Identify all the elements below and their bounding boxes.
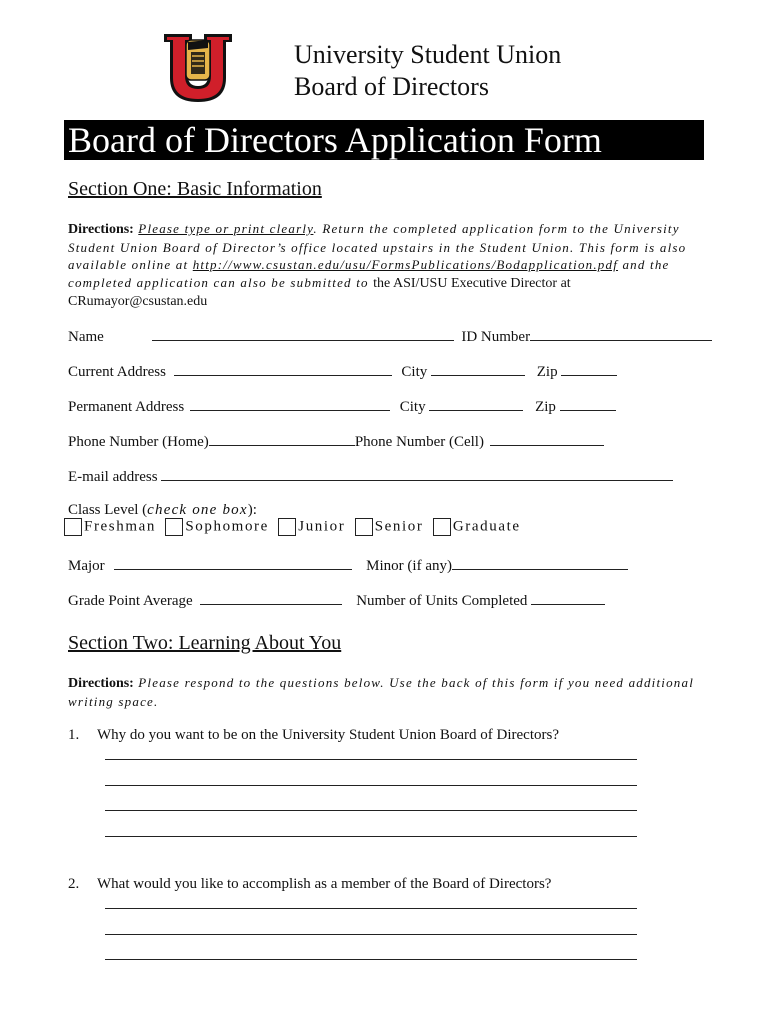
- question-2-answer-line-3[interactable]: [105, 959, 637, 960]
- form-title: Board of Directors Application Form: [64, 120, 704, 160]
- name-label: Name: [68, 329, 104, 345]
- graduate-checkbox[interactable]: [433, 518, 451, 536]
- class-level-label: Class Level (: [68, 502, 148, 518]
- id-number-label: ID Number: [461, 329, 531, 345]
- name-row: [68, 326, 712, 346]
- class-option-senior[interactable]: [355, 518, 424, 536]
- section-one-heading: Section One: Basic Information: [68, 178, 322, 200]
- directions-return-text: . Return the completed application form to the University Student Union Board of Director’s office located upstairs in the Student Union. This form is also available online at: [68, 221, 687, 273]
- freshman-checkbox[interactable]: [64, 518, 82, 536]
- junior-checkbox[interactable]: [278, 518, 296, 536]
- current-address-label: Current Address: [68, 364, 166, 380]
- junior-label: Junior: [298, 518, 346, 535]
- minor-label: Minor (if any): [366, 558, 452, 574]
- phone-home-label: Phone Number (Home): [68, 434, 209, 450]
- question-1-answer-line-3[interactable]: [105, 810, 637, 811]
- section-two-directions: [68, 674, 708, 710]
- section-one-directions: [68, 220, 708, 311]
- email-field[interactable]: [161, 466, 673, 481]
- units-field[interactable]: [531, 590, 605, 605]
- phone-row: [68, 431, 604, 451]
- question-2-text: What would you like to accomplish as a member of the Board of Directors?: [97, 876, 552, 892]
- phone-cell-label: Phone Number (Cell): [354, 434, 484, 450]
- sophomore-label: Sophomore: [185, 518, 269, 535]
- directions-label: Directions:: [68, 222, 134, 237]
- class-level-end: ):: [247, 502, 257, 518]
- directions-executive-contact: the ASI/USU Executive Director at CRumayor@csustan.edu: [68, 275, 571, 310]
- phone-home-field[interactable]: [209, 431, 355, 446]
- class-level-options: [64, 518, 525, 536]
- current-city-field[interactable]: [431, 361, 525, 376]
- class-option-freshman[interactable]: [64, 518, 156, 536]
- directions-respond-text: Please respond to the questions below. Use the back of this form if you need additional writing space.: [68, 675, 695, 709]
- major-row: [68, 555, 628, 575]
- current-address-row: [68, 361, 617, 381]
- permanent-zip-label: Zip: [535, 399, 556, 415]
- question-1: [68, 726, 559, 744]
- question-1-number: 1.: [68, 727, 80, 743]
- phone-cell-field[interactable]: [490, 431, 604, 446]
- permanent-city-field[interactable]: [429, 396, 523, 411]
- question-1-answer-line-1[interactable]: [105, 759, 637, 760]
- org-name-line1: University Student Union: [294, 40, 562, 69]
- class-option-junior[interactable]: [278, 518, 345, 536]
- section-two-heading: Section Two: Learning About You: [68, 632, 342, 654]
- directions-submit-text: and the completed application can also be submitted to: [68, 257, 670, 290]
- permanent-address-row: [68, 396, 616, 416]
- question-2-answer-line-2[interactable]: [105, 934, 637, 935]
- org-name-line2: Board of Directors: [294, 72, 489, 101]
- permanent-city-label: City: [399, 399, 426, 415]
- id-number-field[interactable]: [530, 326, 712, 341]
- question-2-number: 2.: [68, 876, 80, 892]
- university-u-logo-icon: [162, 28, 234, 104]
- permanent-zip-field[interactable]: [560, 396, 616, 411]
- gpa-field[interactable]: [200, 590, 342, 605]
- class-level-row: [68, 501, 257, 519]
- major-label: Major: [68, 558, 105, 574]
- class-option-graduate[interactable]: [433, 518, 521, 536]
- directions-label: Directions:: [68, 676, 134, 691]
- directions-print-clearly: Please type or print clearly: [138, 221, 314, 236]
- class-level-hint: check one box: [147, 502, 248, 518]
- major-field[interactable]: [114, 555, 352, 570]
- gpa-label: Grade Point Average: [68, 593, 193, 609]
- gpa-row: [68, 590, 605, 610]
- units-label: Number of Units Completed: [356, 593, 528, 609]
- freshman-label: Freshman: [84, 518, 156, 535]
- graduate-label: Graduate: [452, 518, 521, 535]
- current-address-field[interactable]: [174, 361, 392, 376]
- name-field[interactable]: [152, 326, 454, 341]
- current-city-label: City: [401, 364, 428, 380]
- application-pdf-link[interactable]: http://www.csustan.edu/usu/FormsPublications/Bodapplication.pdf: [192, 257, 619, 273]
- senior-label: Senior: [374, 518, 424, 535]
- current-zip-field[interactable]: [561, 361, 617, 376]
- question-1-answer-line-4[interactable]: [105, 836, 637, 837]
- email-label: E-mail address: [68, 469, 158, 485]
- minor-field[interactable]: [452, 555, 628, 570]
- question-1-answer-line-2[interactable]: [105, 785, 637, 786]
- question-2-answer-line-1[interactable]: [105, 908, 637, 909]
- permanent-address-label: Permanent Address: [68, 399, 185, 415]
- question-1-text: Why do you want to be on the University Student Union Board of Directors?: [97, 727, 559, 743]
- senior-checkbox[interactable]: [355, 518, 373, 536]
- permanent-address-field[interactable]: [190, 396, 390, 411]
- current-zip-label: Zip: [536, 364, 558, 380]
- sophomore-checkbox[interactable]: [165, 518, 183, 536]
- class-option-sophomore[interactable]: [165, 518, 269, 536]
- question-2: [68, 875, 551, 893]
- email-row: [68, 466, 673, 486]
